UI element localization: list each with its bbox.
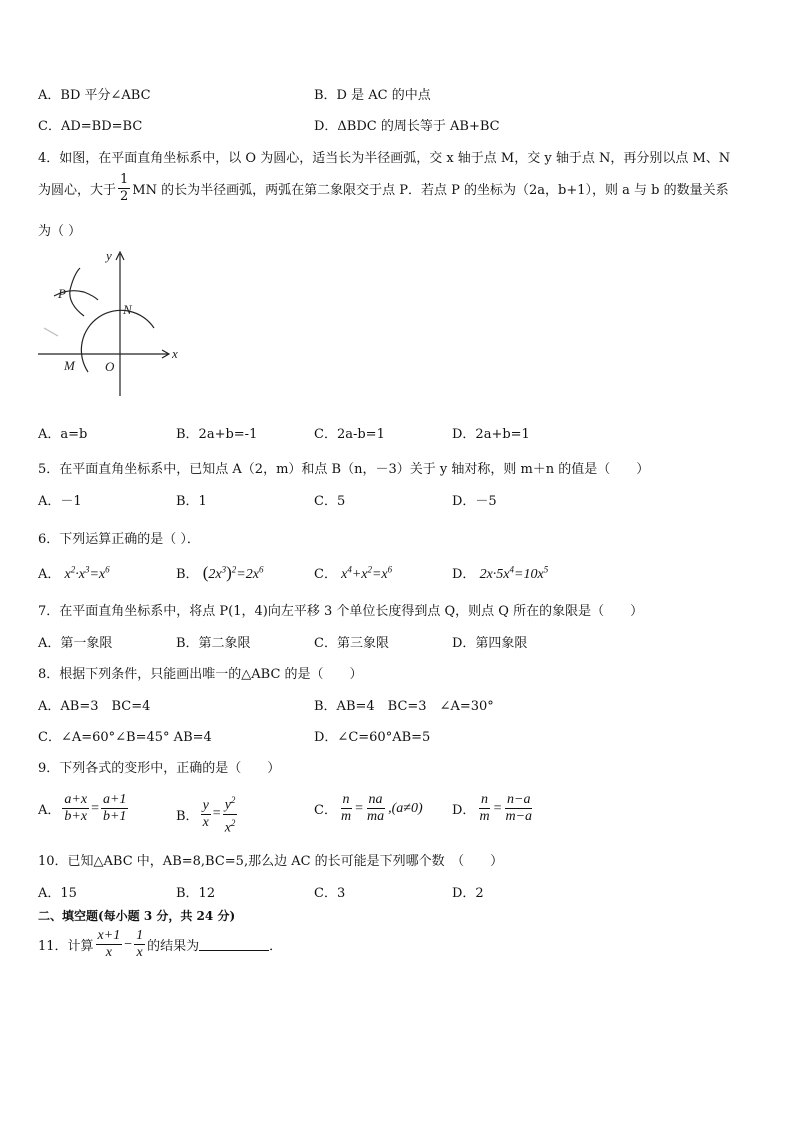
q9-option-c: C． $\frac{n}{m}$ = $\frac{na}{ma}$ ,(a≠0)	[314, 792, 423, 824]
q11-end: ．	[269, 939, 283, 954]
q8-option-c: C．∠A=60°∠B=45° AB=4	[38, 730, 212, 745]
q8-option-b: B．AB=4 BC=3 ∠A=30°	[314, 699, 494, 714]
q6-option-c: C． $x^4+x^2=x^6$	[314, 564, 393, 582]
q10-option-d: D．2	[452, 886, 484, 901]
q8-option-a: A．AB=3 BC=4	[38, 699, 151, 714]
q4-frac-num: 1	[120, 172, 129, 187]
q9-label-b: B．	[176, 808, 199, 824]
q6-label-c: C．	[314, 567, 337, 582]
q4-stem-line2	[38, 172, 729, 205]
q6-option-b: B． $(2x^3)^2=2x^6$	[176, 563, 264, 582]
q4-fraction	[118, 172, 130, 205]
q6-label-b: B．	[176, 567, 199, 582]
q11: 11．计算 $\frac{x+1}{x}$ − $\frac{1}{x}$ 的结果为 ．	[38, 928, 283, 960]
q7-stem: 7．在平面直角坐标系中，将点 P(1，4)向左平移 3 个单位长度得到点 Q，则点 Q 所在的象限是（ ）	[38, 604, 644, 619]
q9-option-b: B． $\frac{y}{x}$ = $\frac{y^2}{x^2}$	[176, 792, 239, 836]
q10-option-b: B．12	[176, 886, 216, 901]
label-x: x	[172, 346, 178, 361]
q4-frac-den: 2	[120, 189, 129, 204]
q7-option-c: C．第三象限	[314, 636, 389, 651]
q8-stem: 8．根据下列条件，只能画出唯一的△ABC 的是（ ）	[38, 667, 363, 682]
q4-option-c: C．2a-b=1	[314, 427, 385, 442]
q5-option-b: B．1	[176, 494, 207, 509]
section-title-fill-in: 二、填空题(每小题 3 分，共 24 分)	[38, 909, 236, 923]
q9-label-d: D．	[452, 803, 476, 818]
q4-figure	[34, 244, 194, 402]
q9-option-d: D． $\frac{n}{m}$ = $\frac{n-a}{m-a}$	[452, 792, 533, 824]
q11-post: 的结果为	[147, 939, 200, 954]
q10-option-a: A．15	[38, 886, 77, 901]
q6-option-a: A． $x^2\cdot x^3=x^6$	[38, 564, 110, 582]
q6-stem: 6．下列运算正确的是（ ）．	[38, 532, 200, 547]
label-p: P	[58, 286, 66, 301]
q10-option-c: C．3	[314, 886, 346, 901]
q4-option-d: D．2a+b=1	[452, 427, 530, 442]
q8-option-d: D．∠C=60°AB=5	[314, 730, 431, 745]
q9-label-a: A．	[38, 803, 61, 818]
q3-option-d: D．ΔBDC 的周长等于 AB+BC	[314, 119, 500, 134]
arc-o	[81, 310, 154, 372]
q4-stem-line1: 4．如图，在平面直角坐标系中，以 O 为圆心，适当长为半径画弧，交 x 轴于点 M，交 y 轴于点 N，再分别以点 M、N	[38, 151, 731, 166]
q3-option-a: A．BD 平分∠ABC	[38, 88, 151, 103]
q4-option-b: B．2a+b=-1	[176, 427, 258, 442]
q5-stem: 5．在平面直角坐标系中，已知点 A（2，m）和点 B（n，－3）关于 y 轴对称，则 m＋n 的值是（ ）	[38, 462, 650, 477]
q4-stem-pre: 为圆心，大于	[38, 183, 117, 198]
q9-stem: 9．下列各式的变形中，正确的是（ ）	[38, 761, 281, 776]
label-m: M	[64, 358, 75, 373]
q3-option-c: C．AD=BD=BC	[38, 119, 143, 134]
q6-option-d: D． $2x\cdot 5x^4=10x^5$	[452, 564, 549, 582]
label-n: N	[123, 302, 132, 317]
q9-label-c: C．	[314, 803, 337, 818]
q9-option-a: A． $\frac{a+x}{b+x}$ = $\frac{a+1}{b+1}$	[38, 792, 127, 824]
decor-line	[44, 328, 58, 336]
q11-pre: 11．计算	[38, 939, 94, 954]
q4-option-a: A．a=b	[38, 427, 88, 442]
q3-option-b: B．D 是 AC 的中点	[314, 88, 431, 103]
q5-option-c: C．5	[314, 494, 346, 509]
q6-label-a: A．	[38, 567, 61, 582]
q5-option-a: A．－1	[38, 494, 82, 509]
q4-stem-line3: 为（ ）	[38, 224, 82, 239]
label-y: y	[106, 248, 112, 263]
q4-stem-post: MN 的长为半径画弧，两弧在第二象限交于点 P．若点 P 的坐标为（2a，b+1），则 a 与 b 的数量关系	[132, 183, 729, 198]
q6-label-d: D．	[452, 567, 476, 582]
label-o: O	[105, 359, 115, 374]
q7-option-b: B．第二象限	[176, 636, 251, 651]
q11-answer-blank[interactable]	[199, 938, 269, 951]
q5-option-d: D．－5	[452, 494, 497, 509]
q10-stem: 10．已知△ABC 中，AB=8,BC=5,那么边 AC 的长可能是下列哪个数 （ ）	[38, 854, 504, 869]
q7-option-a: A．第一象限	[38, 636, 113, 651]
q7-option-d: D．第四象限	[452, 636, 528, 651]
